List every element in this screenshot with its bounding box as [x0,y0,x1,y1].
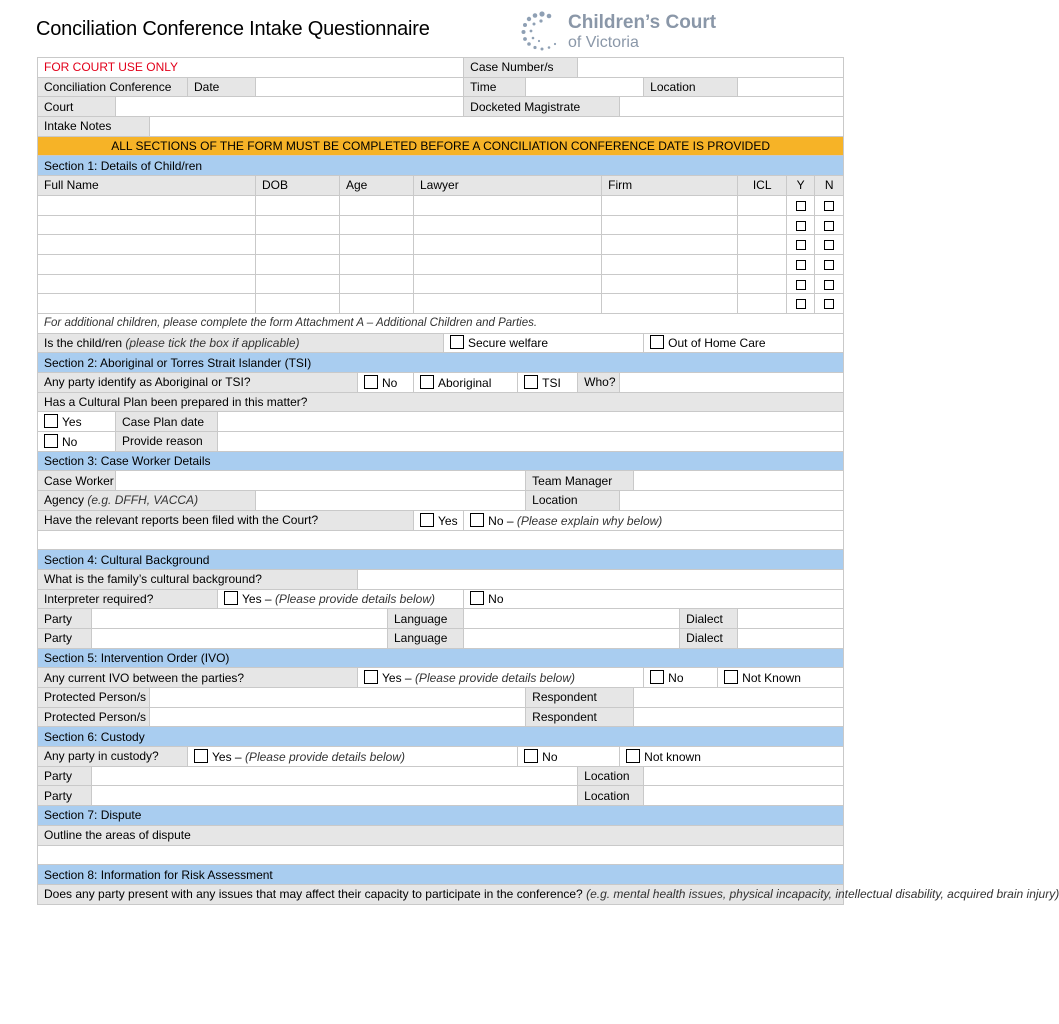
no-label: No [668,671,684,686]
respondent-label: Respondent [526,707,634,727]
yes-label: Yes – [242,592,272,607]
child-name-field[interactable] [38,274,256,294]
language-field[interactable] [464,609,680,629]
firm-header: Firm [602,176,738,196]
tsi-option[interactable] [518,373,578,393]
no-label: No [382,375,398,390]
icl-no-checkbox[interactable] [815,195,844,215]
cultural-background-field[interactable] [358,569,844,589]
dialect-field[interactable] [738,628,844,648]
icl-header: ICL [738,176,787,196]
child-dob-field[interactable] [256,195,340,215]
child-lawyer-field[interactable] [414,215,602,235]
child-name-field[interactable] [38,235,256,255]
ivo-no-option[interactable] [644,668,718,688]
child-name-field[interactable] [38,195,256,215]
custody-location-label: Location [578,786,644,806]
section-6-heading: Section 6: Custody [38,727,844,747]
age-header: Age [340,176,414,196]
child-age-field[interactable] [340,274,414,294]
cultural-plan-question: Has a Cultural Plan been prepared in this matter? [38,392,844,412]
custody-yes-option[interactable] [188,747,518,767]
section-5-heading: Section 5: Intervention Order (IVO) [38,648,844,668]
checkbox-icon [650,670,664,684]
child-name-field[interactable] [38,294,256,314]
child-firm-field[interactable] [602,215,738,235]
time-label: Time [464,77,526,97]
ivo-question: Any current IVO between the parties? [38,668,358,688]
icl-yes-checkbox[interactable] [787,294,815,314]
protected-person-label: Protected Person/s [38,707,150,727]
reports-no-option[interactable] [464,510,844,530]
party-field[interactable] [92,786,578,806]
checkbox-icon [626,749,640,763]
intake-notes-label: Intake Notes [38,117,150,137]
checkbox-icon [824,240,834,250]
completion-warning: ALL SECTIONS OF THE FORM MUST BE COMPLETED BEFORE A CONCILIATION CONFERENCE DATE IS PROVIDED [38,136,844,156]
language-label: Language [388,609,464,629]
child-icl-field [738,294,787,314]
checkbox-icon [824,260,834,270]
party-label: Party [38,786,92,806]
child-firm-field[interactable] [602,274,738,294]
court-logo [520,10,760,56]
icl-yes-checkbox[interactable] [787,195,815,215]
risk-question [38,884,1059,904]
agency-question [38,491,256,511]
child-lawyer-field[interactable] [414,294,602,314]
out-of-home-care-label: Out of Home Care [668,336,766,351]
child-dob-field[interactable] [256,215,340,235]
icl-no-header: N [815,176,844,196]
no-label: No [62,434,78,449]
yes-label: Yes – [212,749,242,764]
dialect-field[interactable] [738,609,844,629]
protected-person-label: Protected Person/s [38,688,150,708]
child-firm-field[interactable] [602,254,738,274]
icl-yes-header: Y [787,176,815,196]
interpreter-question: Interpreter required? [38,589,218,609]
dispute-outline-label: Outline the areas of dispute [38,825,844,845]
ivo-yes-option[interactable] [358,668,644,688]
yes-label: Yes – [382,671,412,686]
checkbox-icon [796,280,806,290]
additional-children-note: For additional children, please complete the form Attachment A – Additional Children and Parties. [38,313,844,333]
custody-no-option[interactable] [518,747,620,767]
party-label: Party [38,766,92,786]
party-field[interactable] [92,766,578,786]
reports-explanation-field[interactable] [38,530,844,550]
icl-yes-checkbox[interactable] [787,215,815,235]
checkbox-icon [824,280,834,290]
time-field[interactable] [526,77,644,97]
no-label: No [488,592,504,607]
who-label: Who? [578,373,620,393]
party-field[interactable] [92,628,388,648]
checkbox-icon [824,299,834,309]
full-name-header: Full Name [38,176,256,196]
icl-yes-checkbox[interactable] [787,274,815,294]
child-dob-field[interactable] [256,294,340,314]
out-of-home-care-option[interactable] [644,333,844,353]
language-field[interactable] [464,628,680,648]
icl-no-checkbox[interactable] [815,294,844,314]
party-field[interactable] [92,609,388,629]
yes-label: Yes [438,513,458,528]
icl-no-checkbox[interactable] [815,274,844,294]
dialect-label: Dialect [680,628,738,648]
child-icl-field [738,215,787,235]
provide-reason-field[interactable] [218,432,844,452]
date-field[interactable] [256,77,464,97]
checkbox-icon [796,240,806,250]
checkbox-icon [364,375,378,389]
case-worker-location-field[interactable] [620,491,844,511]
location-label: Location [644,77,738,97]
team-manager-field[interactable] [634,471,844,491]
case-worker-location-label: Location [526,491,620,511]
child-row [38,235,844,255]
icl-no-checkbox[interactable] [815,235,844,255]
checkbox-icon [824,221,834,231]
case-number-field[interactable] [578,58,844,78]
checkbox-icon [650,335,664,349]
aboriginal-no-option[interactable] [358,373,414,393]
section-3-heading: Section 3: Case Worker Details [38,451,844,471]
section-7-heading: Section 7: Dispute [38,806,844,826]
child-icl-field [738,254,787,274]
lawyer-header: Lawyer [414,176,602,196]
risk-question-label: Does any party present with any issues that may affect their capacity to participate in the conference? [44,886,583,901]
cultural-plan-yes-option[interactable] [38,412,116,432]
checkbox-icon [420,513,434,527]
child-lawyer-field[interactable] [414,254,602,274]
child-dob-field[interactable] [256,254,340,274]
checkbox-icon [470,513,484,527]
aboriginal-label: Aboriginal [438,375,492,390]
cultural-background-question: What is the family’s cultural background? [38,569,358,589]
is-child-hint: (please tick the box if applicable) [125,335,300,350]
agency-field[interactable] [256,491,526,511]
custody-location-field[interactable] [644,766,844,786]
child-dob-field[interactable] [256,235,340,255]
case-worker-label: Case Worker [38,471,116,491]
provide-reason-label: Provide reason [116,432,218,452]
court-field[interactable] [116,97,464,117]
tsi-label: TSI [542,375,561,390]
respondent-field[interactable] [634,707,844,727]
checkbox-icon [796,299,806,309]
party-label: Party [38,628,92,648]
is-child-question [38,333,444,353]
agency-example: (e.g. DFFH, VACCA) [87,493,199,508]
section-2-heading: Section 2: Aboriginal or Torres Strait Islander (TSI) [38,353,844,373]
child-row [38,294,844,314]
child-row [38,195,844,215]
respondent-field[interactable] [634,688,844,708]
checkbox-icon [194,749,208,763]
location-field[interactable] [738,77,844,97]
checkbox-icon [224,591,238,605]
checkbox-icon [796,201,806,211]
icl-no-checkbox[interactable] [815,254,844,274]
child-icl-field [738,195,787,215]
not-known-label: Not Known [742,671,801,686]
reports-question: Have the relevant reports been filed with the Court? [38,510,414,530]
checkbox-icon [724,670,738,684]
child-row [38,254,844,274]
custody-location-field[interactable] [644,786,844,806]
risk-question-hint: (e.g. mental health issues, physical incapacity, intellectual disability, acquired brain injury) [586,886,1059,901]
date-label: Date [188,77,256,97]
party-label: Party [38,609,92,629]
checkbox-icon [44,414,58,428]
case-plan-date-label: Case Plan date [116,412,218,432]
child-name-field[interactable] [38,215,256,235]
child-name-field[interactable] [38,254,256,274]
form-title: Conciliation Conference Intake Questionnaire [36,18,430,40]
case-plan-date-field[interactable] [218,412,844,432]
child-lawyer-field[interactable] [414,195,602,215]
docketed-magistrate-label: Docketed Magistrate [464,97,620,117]
child-age-field[interactable] [340,294,414,314]
docketed-magistrate-field[interactable] [620,97,844,117]
reports-yes-option[interactable] [414,510,464,530]
icl-yes-checkbox[interactable] [787,254,815,274]
checkbox-icon [364,670,378,684]
conciliation-conference-label: Conciliation Conference [38,77,188,97]
checkbox-icon [44,434,58,448]
child-age-field[interactable] [340,254,414,274]
yes-details-hint: (Please provide details below) [274,592,436,607]
secure-welfare-option[interactable] [444,333,644,353]
intake-form [37,57,1059,905]
team-manager-label: Team Manager [526,471,634,491]
logo-dots-icon [520,10,564,54]
child-age-field[interactable] [340,235,414,255]
dob-header: DOB [256,176,340,196]
child-firm-field[interactable] [602,235,738,255]
child-firm-field[interactable] [602,294,738,314]
checkbox-icon [470,591,484,605]
checkbox-icon [796,260,806,270]
respondent-label: Respondent [526,688,634,708]
yes-details-hint: (Please provide details below) [414,671,576,686]
who-field[interactable] [620,373,844,393]
child-icl-field [738,274,787,294]
no-label: No [542,749,558,764]
language-label: Language [388,628,464,648]
child-row [38,274,844,294]
child-age-field[interactable] [340,215,414,235]
secure-welfare-label: Secure welfare [468,336,549,351]
cultural-plan-no-option[interactable] [38,432,116,452]
child-lawyer-field[interactable] [414,274,602,294]
checkbox-icon [796,221,806,231]
aboriginal-tsi-question: Any party identify as Aboriginal or TSI? [38,373,358,393]
is-child-label: Is the child/ren [44,335,123,350]
protected-person-field[interactable] [150,707,526,727]
icl-yes-checkbox[interactable] [787,235,815,255]
case-number-label: Case Number/s [464,58,578,78]
case-worker-field[interactable] [116,471,526,491]
interpreter-yes-option[interactable] [218,589,464,609]
child-row [38,215,844,235]
aboriginal-option[interactable] [414,373,518,393]
child-icl-field [738,235,787,255]
child-age-field[interactable] [340,195,414,215]
checkbox-icon [524,749,538,763]
dialect-label: Dialect [680,609,738,629]
no-explain-hint: (Please explain why below) [516,513,663,528]
child-lawyer-field[interactable] [414,235,602,255]
yes-label: Yes [62,415,82,430]
not-known-label: Not known [644,749,701,764]
checkbox-icon [824,201,834,211]
section-4-heading: Section 4: Cultural Background [38,550,844,570]
yes-details-hint: (Please provide details below) [244,749,406,764]
protected-person-field[interactable] [150,688,526,708]
logo-title: Children’s Court [568,12,717,33]
for-court-use-label: FOR COURT USE ONLY [38,58,464,78]
child-firm-field[interactable] [602,195,738,215]
ivo-not-known-option[interactable] [718,668,844,688]
checkbox-icon [524,375,538,389]
child-dob-field[interactable] [256,274,340,294]
interpreter-no-option[interactable] [464,589,844,609]
intake-notes-field[interactable] [150,117,844,137]
logo-subtitle: of Victoria [568,34,639,51]
custody-question: Any party in custody? [38,747,188,767]
no-label: No – [488,513,514,528]
agency-label: Agency [44,493,85,508]
icl-no-checkbox[interactable] [815,215,844,235]
custody-not-known-option[interactable] [620,747,844,767]
checkbox-icon [450,335,464,349]
dispute-outline-field[interactable] [38,845,844,865]
section-8-heading: Section 8: Information for Risk Assessment [38,865,844,885]
custody-location-label: Location [578,766,644,786]
section-1-heading: Section 1: Details of Child/ren [38,156,844,176]
court-label: Court [38,97,116,117]
checkbox-icon [420,375,434,389]
